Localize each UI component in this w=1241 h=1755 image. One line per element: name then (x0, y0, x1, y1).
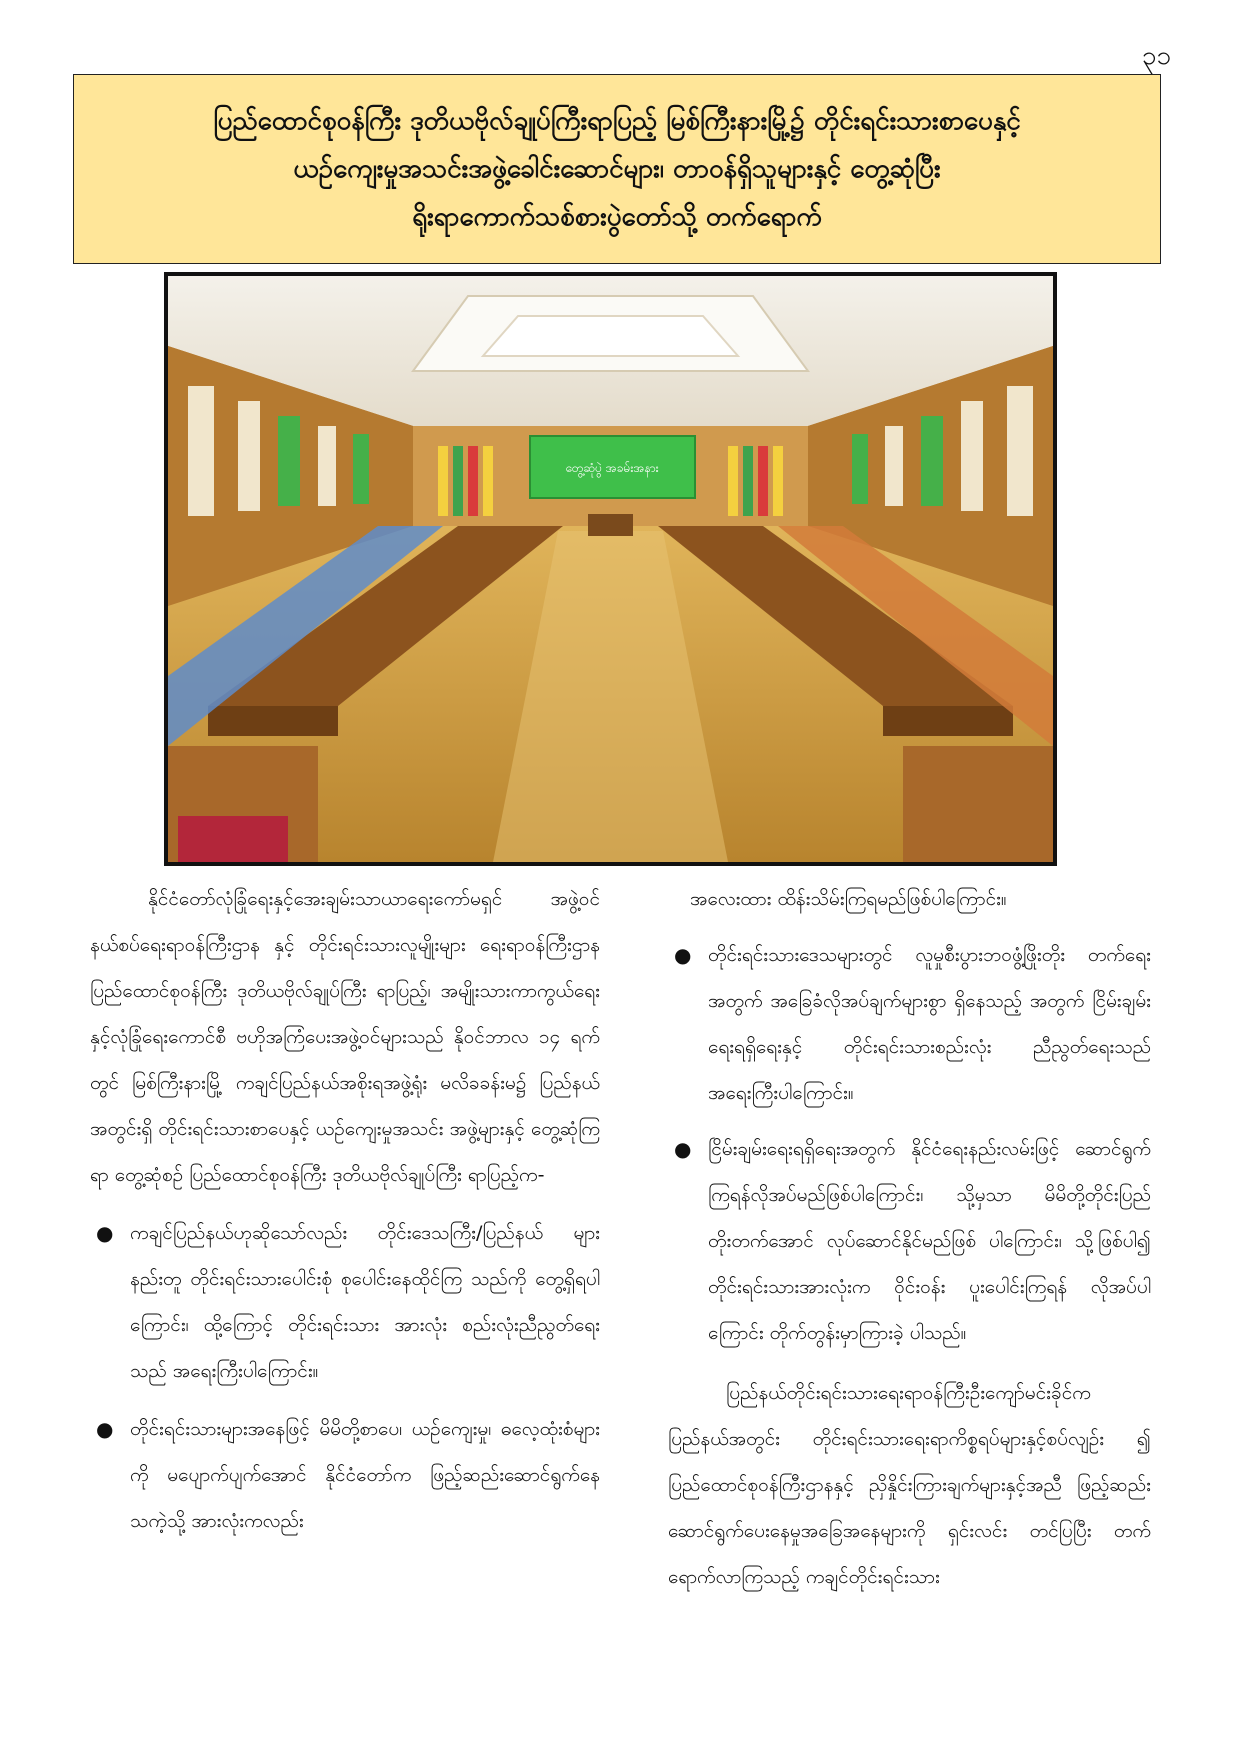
list-item (90, 1406, 600, 1544)
flag-3 (468, 446, 478, 516)
right-table-front (883, 706, 1013, 736)
flag-5 (728, 446, 738, 516)
flag-8 (773, 446, 783, 516)
headline-line-1: ပြည်ထောင်စုဝန်ကြီး ဒုတိယဗိုလ်ချုပ်ကြီးရာပြည့် မြစ်ကြီးနားမြို့၌ တိုင်းရင်းသားစာပေနှင့် (213, 106, 1021, 136)
meeting-hall-illustration (168, 276, 1053, 862)
flag-2 (453, 446, 463, 516)
left-window-2 (238, 401, 260, 511)
flag-6 (743, 446, 753, 516)
list-item (668, 1126, 1151, 1356)
bullet-icon: ● (674, 943, 692, 967)
bullet-text: ငြိမ်းချမ်းရေးရရှိရေးအတွက် နိုင်ငံရေးနည်းလမ်းဖြင့် ဆောင်ရွက်ကြရန်လိုအပ်မည်ဖြစ်ပါကြောင်း၊ သို့မှသာ မိမိတို့တိုင်းပြည်တိုးတက်အောင် လုပ်ဆောင်နိုင်မည်ဖြစ် ပါကြောင်း၊ သို့ဖြစ်ပါ၍ တိုင်းရင်းသားအားလုံးက ဝိုင်းဝန်း ပူးပေါင်းကြရန် လိုအပ်ပါကြောင်း တိုက်တွန်းမှာကြားခဲ့ ပါသည်။ (708, 1138, 1151, 1344)
left-table-front (208, 706, 338, 736)
list-item (668, 932, 1151, 1116)
flag-4 (483, 446, 493, 516)
left-green-curtain-2 (353, 434, 369, 504)
headline-line-2: ယဉ်ကျေးမှုအသင်းအဖွဲ့ခေါင်းဆောင်များ၊ တာဝန်ရှိသူများနှင့် တွေ့ဆုံပြီး (293, 154, 941, 184)
right-window-1 (1007, 386, 1033, 516)
bullet-icon: ● (96, 1417, 114, 1441)
ceiling-light-panel (483, 316, 738, 356)
right-bullet-list (668, 932, 1151, 1356)
foreground-bag (178, 816, 288, 862)
left-window-1 (188, 386, 214, 516)
left-window-3 (318, 426, 336, 506)
right-green-curtain-1 (921, 416, 943, 506)
left-bullet-list (90, 1210, 600, 1544)
right-green-curtain-2 (852, 434, 868, 504)
intro-paragraph: နိုင်ငံတော်လုံခြုံရေးနှင့်အေးချမ်းသာယာရေးကော်မရှင် အဖွဲ့ဝင် နယ်စပ်ရေးရာဝန်ကြီးဌာန နှင့် တိုင်းရင်းသားလူမျိုးများ ရေးရာဝန်ကြီးဌာန ပြည်ထောင်စုဝန်ကြီး ဒုတိယဗိုလ်ချုပ်ကြီး ရာပြည့်၊ အမျိုးသားကာကွယ်ရေးနှင့်လုံခြုံရေးကောင်စီ ဗဟိုအကြံပေးအဖွဲ့ဝင်များသည် နိုဝင်ဘာလ ၁၄ ရက်တွင် မြစ်ကြီးနားမြို့ ကချင်ပြည်နယ်အစိုးရအဖွဲ့ရုံး မလိခခန်းမ၌ ပြည်နယ်အတွင်းရှိ တိုင်းရင်းသားစာပေနှင့် ယဉ်ကျေးမှုအသင်း အဖွဲ့များနှင့် တွေ့ဆုံကြရာ တွေ့ဆုံစဉ် ပြည်ထောင်စုဝန်ကြီး ဒုတိယဗိုလ်ချုပ်ကြီး ရာပြည့်က- (90, 888, 600, 1186)
bullet-icon: ● (674, 1137, 692, 1161)
flag-7 (758, 446, 768, 516)
page-number: ၃၁ (1141, 41, 1171, 71)
right-window-3 (885, 426, 903, 506)
flag-1 (438, 446, 448, 516)
continued-text: အလေးထား ထိန်းသိမ်းကြရမည်ဖြစ်ပါကြောင်း။ (690, 888, 1007, 910)
podium (588, 514, 633, 536)
headline-line-3: ရိုးရာကောက်သစ်စားပွဲတော်သို့ တက်ရောက် (412, 202, 822, 232)
right-column (668, 876, 1151, 1600)
bullet-text: တိုင်းရင်းသားများအနေဖြင့် မိမိတို့စာပေ၊ ယဉ်ကျေးမှု၊ ဓလေ့ထုံးစံများကို မပျောက်ပျက်အောင် နိုင်ငံတော်က ဖြည့်ဆည်းဆောင်ရွက်နေသကဲ့သို့ အားလုံးကလည်း (130, 1418, 600, 1532)
left-column (90, 876, 600, 1544)
bullet-icon: ● (96, 1221, 114, 1245)
left-green-curtain-1 (278, 416, 300, 506)
banner-screen-text: တွေ့ဆုံပွဲ အခမ်းအနား (565, 461, 659, 475)
bullet-text: တိုင်းရင်းသားဒေသများတွင် လူမှုစီးပွားဘဝဖွံ့ဖြိုးတိုး တက်ရေးအတွက် အခြေခံလိုအပ်ချက်များစွာ ရှိနေသည့် အတွက် ငြိမ်းချမ်းရေးရရှိရေးနှင့် တိုင်းရင်းသားစည်းလုံး ညီညွတ်ရေးသည် အရေးကြီးပါကြောင်း။ (708, 944, 1151, 1104)
closing-paragraph: ပြည်နယ်တိုင်းရင်းသားရေးရာဝန်ကြီးဦးကျော်မင်းခိုင်က ပြည်နယ်အတွင်း တိုင်းရင်းသားရေးရာကိစ္စရပ်များနှင့်စပ်လျဉ်း ၍ ပြည်ထောင်စုဝန်ကြီးဌာနနှင့် ညှိနှိုင်းကြားချက်များနှင့်အညီ ဖြည့်ဆည်းဆောင်ရွက်ပေးနေမှုအခြေအနေများကို ရှင်းလင်း တင်ပြပြီး တက်ရောက်လာကြသည့် ကချင်တိုင်းရင်းသား (668, 1382, 1151, 1588)
bullet-text: ကချင်ပြည်နယ်ဟုဆိုသော်လည်း တိုင်းဒေသကြီး/ပြည်နယ် များနည်းတူ တိုင်းရင်းသားပေါင်းစုံ စုပေါင်းနေထိုင်ကြ သည်ကို တွေ့ရှိရပါကြောင်း၊ ထို့ကြောင့် တိုင်းရင်းသား အားလုံး စည်းလုံးညီညွတ်ရေးသည် အရေးကြီးပါကြောင်း။ (130, 1222, 600, 1382)
headline-box (73, 74, 1161, 264)
meeting-hall-photo (164, 272, 1057, 866)
right-window-2 (961, 401, 983, 511)
list-item (90, 1210, 600, 1394)
foreground-right-desk (903, 746, 1053, 862)
